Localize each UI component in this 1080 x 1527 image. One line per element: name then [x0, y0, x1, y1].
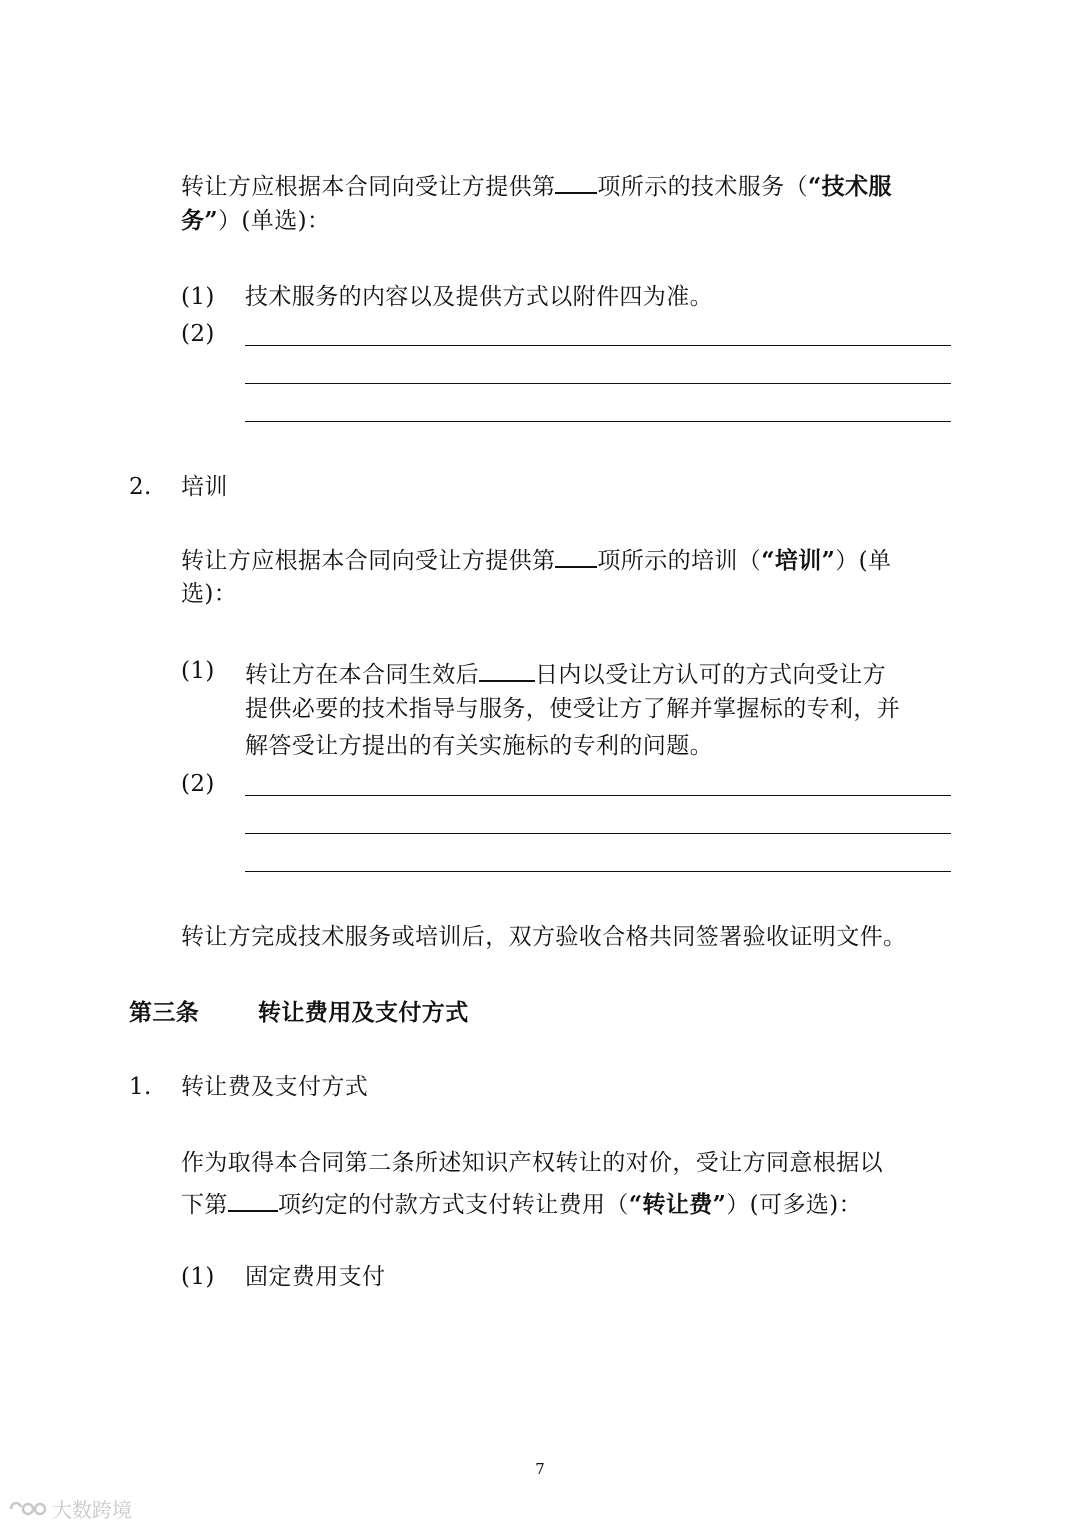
watermark-text: 大数跨境 — [52, 1498, 132, 1522]
watermark-logo-icon — [8, 1498, 48, 1520]
section-title: 转让费及支付方式 — [181, 1074, 369, 1100]
text: 下第 — [181, 1192, 228, 1218]
fill-line — [245, 795, 951, 796]
fill-blank — [555, 172, 597, 194]
item-number: (1) — [181, 284, 215, 310]
section-number: 1. — [129, 1074, 152, 1100]
item-number: (1) — [181, 1264, 215, 1290]
fill-blank — [555, 546, 597, 568]
item-text: 技术服务的内容以及提供方式以附件四为准。 — [245, 284, 713, 310]
section-title: 培训 — [181, 474, 228, 500]
fill-line — [245, 833, 951, 834]
article-number: 第三条 — [129, 999, 200, 1026]
item-text: 提供必要的技术指导与服务，使受让方了解并掌握标的专利，并 — [245, 696, 901, 722]
paragraph-line — [181, 1190, 862, 1217]
bold-term: “技术服 — [808, 173, 892, 200]
text: 项所示的技术服务（ — [597, 174, 809, 200]
bold-term: “转让费” — [628, 1191, 727, 1218]
section-number: 2. — [129, 474, 152, 500]
paragraph-line: 选)： — [181, 581, 238, 607]
watermark — [8, 1494, 132, 1523]
item-number: (2) — [181, 771, 215, 797]
item-text: 解答受让方提出的有关实施标的专利的问题。 — [245, 733, 713, 759]
text: 项所示的培训（ — [597, 548, 762, 574]
bold-term: “培训” — [761, 547, 836, 574]
article-title: 转让费用及支付方式 — [258, 999, 469, 1026]
bold-term: 务” — [181, 207, 219, 234]
fill-line — [245, 345, 951, 346]
text: ）(可多选)： — [726, 1192, 863, 1218]
text: 项约定的付款方式支付转让费用（ — [277, 1192, 629, 1218]
item-number: (2) — [181, 321, 215, 347]
paragraph-line: 转让方完成技术服务或培训后，双方验收合格共同签署验收证明文件。 — [181, 924, 907, 950]
text: 日内以受让方认可的方式向受让方 — [535, 662, 886, 688]
text: ）(单 — [835, 548, 892, 574]
text: 转让方应根据本合同向受让方提供第 — [181, 548, 556, 574]
fill-line — [245, 421, 951, 422]
item-text: 固定费用支付 — [245, 1264, 386, 1290]
fill-blank — [479, 660, 535, 682]
fill-blank — [228, 1190, 278, 1212]
text: ）(单选)： — [218, 208, 331, 234]
fill-line — [245, 871, 951, 872]
item-number: (1) — [181, 658, 215, 684]
paragraph-line: 作为取得本合同第二条所述知识产权转让的对价，受让方同意根据以 — [181, 1150, 883, 1176]
paragraph-line — [181, 209, 330, 233]
page-number: 7 — [535, 1460, 545, 1478]
item-text — [245, 660, 886, 687]
text: 转让方在本合同生效后 — [245, 662, 479, 688]
paragraph-line — [181, 546, 891, 573]
fill-line — [245, 383, 951, 384]
text: 转让方应根据本合同向受让方提供第 — [181, 174, 556, 200]
paragraph-line — [181, 172, 892, 199]
